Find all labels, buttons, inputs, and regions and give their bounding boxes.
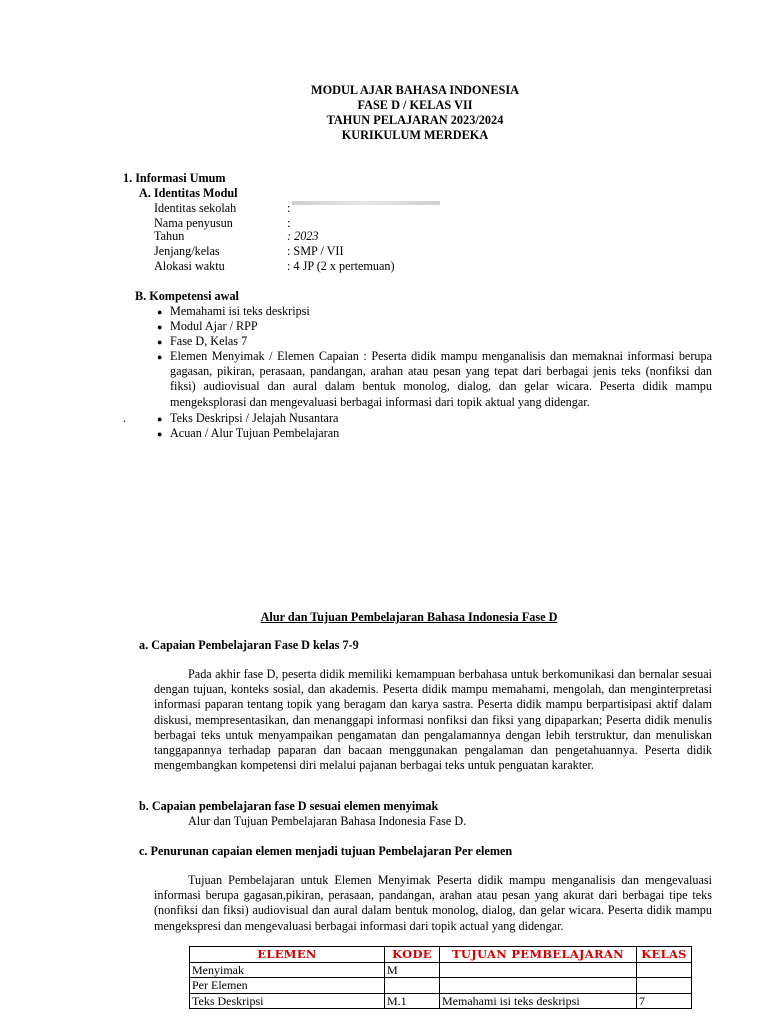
section-kompetensi-awal: B. Kompetensi awal xyxy=(135,289,239,303)
header-kode: KODE xyxy=(385,947,440,963)
bullet-icon: ● xyxy=(157,322,163,332)
header-kelas: KELAS xyxy=(637,947,692,963)
cell xyxy=(440,978,637,994)
info-value: : xyxy=(287,201,291,215)
section-b-title: b. Capaian pembelajaran fase D sesuai elemen menyimak xyxy=(139,799,439,813)
bullet-icon: ● xyxy=(157,414,163,424)
bullet-icon: ● xyxy=(157,352,163,362)
table-header-row xyxy=(190,947,692,963)
doc-title-line-1: MODUL AJAR BAHASA INDONESIA xyxy=(310,83,520,97)
redacted-smudge xyxy=(292,201,440,205)
cell: M.1 xyxy=(385,993,440,1009)
table-row xyxy=(190,993,692,1009)
info-value: : SMP / VII xyxy=(287,244,344,258)
list-item: Teks Deskripsi / Jelajah Nusantara xyxy=(170,411,339,425)
section-c-paragraph xyxy=(154,873,712,934)
header-tujuan: TUJUAN PEMBELAJARAN xyxy=(440,947,637,963)
bullet-icon: ● xyxy=(157,307,163,317)
cell xyxy=(637,962,692,978)
cell: 7 xyxy=(637,993,692,1009)
doc-title-line-4: KURIKULUM MERDEKA xyxy=(341,128,489,142)
cell: Teks Deskripsi xyxy=(190,993,385,1009)
table-row xyxy=(190,978,692,994)
subsection-identitas-modul: A. Identitas Modul xyxy=(139,186,238,200)
info-value: : 2023 xyxy=(287,229,319,243)
cell: M xyxy=(385,962,440,978)
stray-dot: . xyxy=(123,411,127,425)
cell xyxy=(637,978,692,994)
cell: Menyimak xyxy=(190,962,385,978)
section-a-title: a. Capaian Pembelajaran Fase D kelas 7-9 xyxy=(139,638,359,652)
section-informasi-umum: 1. Informasi Umum xyxy=(123,171,226,185)
info-label: Alokasi waktu xyxy=(154,259,225,273)
bullet-icon: ● xyxy=(157,429,163,439)
section-c-title: c. Penurunan capaian elemen menjadi tujuan Pembelajaran Per elemen xyxy=(139,844,513,858)
table-row xyxy=(190,962,692,978)
section-b-text: Alur dan Tujuan Pembelajaran Bahasa Indonesia Fase D. xyxy=(188,814,467,828)
alur-heading: Alur dan Tujuan Pembelajaran Bahasa Indonesia Fase D xyxy=(260,610,558,624)
cell xyxy=(385,978,440,994)
info-label: Nama penyusun xyxy=(154,216,233,230)
doc-title-line-3: TAHUN PELAJARAN 2023/2024 xyxy=(326,113,504,127)
doc-title-line-2: FASE D / KELAS VII xyxy=(357,98,473,112)
info-value: : 4 JP (2 x pertemuan) xyxy=(287,259,395,273)
list-item: Fase D, Kelas 7 xyxy=(170,334,248,348)
cell xyxy=(440,962,637,978)
section-a-paragraph xyxy=(154,667,712,773)
tujuan-pembelajaran-table xyxy=(189,946,692,1009)
info-value: : xyxy=(287,216,291,230)
paragraph-text: Tujuan Pembelajaran untuk Elemen Menyimak Peserta didik mampu menganalisis dan mengevaluasi informasi berupa gagasan,pikiran, perasaan, pandangan, arahan atau pesan yang akurat dari berbagai tipe teks (nonfiksi dan fiksi) audiovisual dan aural dalam bentuk monolog, dialog, dan gelar wicara. Peserta didik mampu mengekspresi dan mengevaluasi berbagai informasi dari topik actual yang didengar. xyxy=(154,873,712,933)
cell: Per Elemen xyxy=(190,978,385,994)
header-elemen: ELEMEN xyxy=(190,947,385,963)
info-label: Identitas sekolah xyxy=(154,201,237,215)
bullet-icon: ● xyxy=(157,337,163,347)
info-label: Jenjang/kelas xyxy=(154,244,220,258)
list-item: Memahami isi teks deskripsi xyxy=(170,304,310,318)
paragraph-text: Pada akhir fase D, peserta didik memiliki kemampuan berbahasa untuk berkomunikasi dan bernalar sesuai dengan tujuan, konteks sosial, dan akademis. Peserta didik mampu memahami, mengolah, dan menginterpretasi informasi paparan tentang topik yang beragam dan karya sastra. Peserta didik mampu berpartisipasi aktif dalam diskusi, mempresentasikan, dan menanggapi informasi nonfiksi dan fiksi yang dipaparkan; Peserta didik menulis berbagai teks untuk menyampaikan pengamatan dan pengalamannya dengan lebih terstruktur, dan menuliskan tanggapannya terhadap paparan dan bacaan menggunakan pengalaman dan pengetahuannya. Peserta didik mengembangkan kompetensi diri melalui pajanan berbagai teks untuk penguatan karakter. xyxy=(154,667,712,773)
info-label: Tahun xyxy=(154,229,185,243)
list-item: Modul Ajar / RPP xyxy=(170,319,258,333)
list-item-elemen-menyimak: Elemen Menyimak / Elemen Capaian : Peserta didik mampu menganalisis dan memaknai informasi berupa gagasan, pikiran, perasaan, pandangan, arahan atau pesan yang tepat dari berbagai jenis teks (nonfiksi dan fiksi) audiovisual dan aural dalam bentuk monolog, dialog, dan gelar wicara. Peserta didik mampu mengeksplorasi dan mengevaluasi berbagai informasi dari topik aktual yang didengar. xyxy=(170,349,712,409)
list-item: Acuan / Alur Tujuan Pembelajaran xyxy=(170,426,340,440)
cell: Memahami isi teks deskripsi xyxy=(440,993,637,1009)
